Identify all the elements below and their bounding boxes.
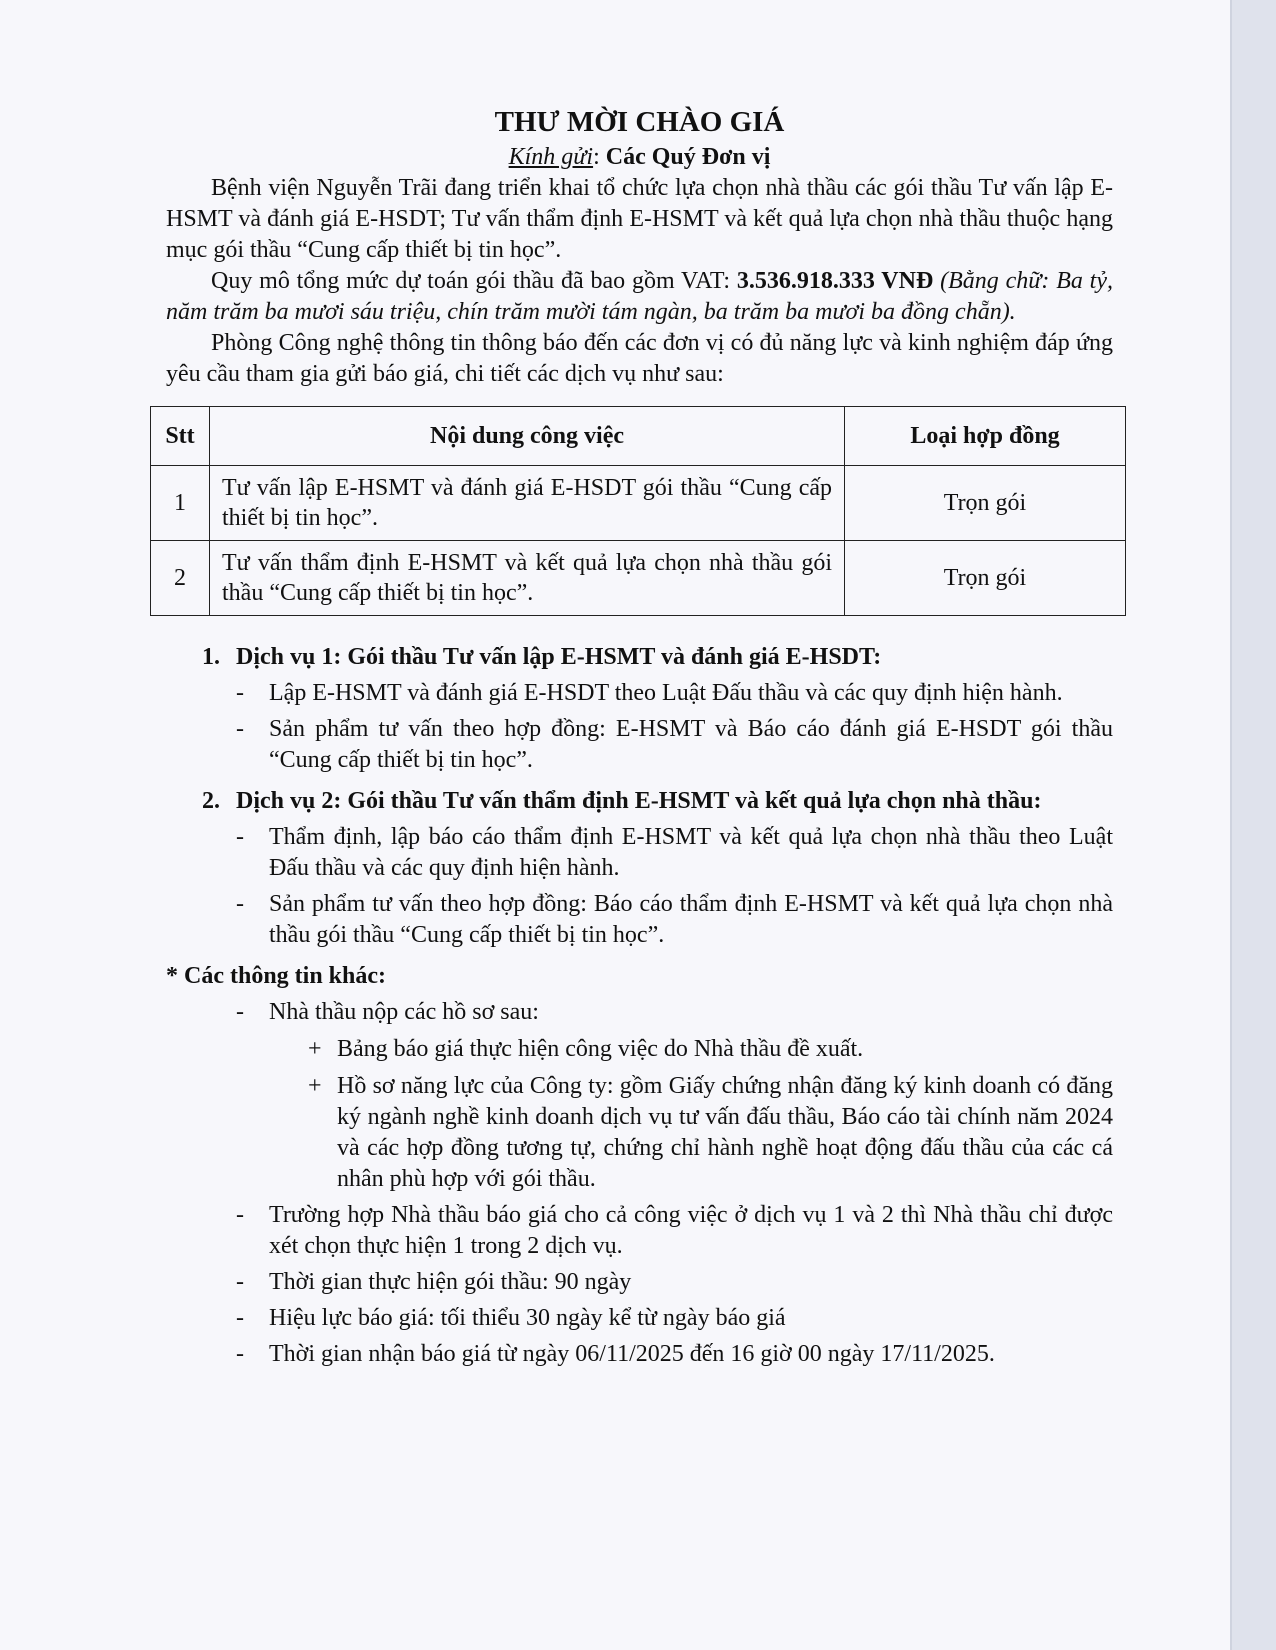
list-item xyxy=(166,714,1113,776)
greeting xyxy=(166,142,1113,173)
header-stt: Stt xyxy=(151,407,210,466)
table-row xyxy=(151,466,1126,541)
greeting-recipient: Các Quý Đơn vị xyxy=(605,144,771,170)
list-item xyxy=(166,889,1113,951)
budget-in-words: (Bằng chữ: Ba tỷ, năm trăm ba mươi sáu triệu, chín trăm mười tám ngàn, ba trăm ba mươi ba đồng chẵn). xyxy=(166,268,1114,325)
dash-bullet: - xyxy=(236,824,244,850)
table-header-row xyxy=(151,407,1126,466)
notice-paragraph: Phòng Công nghệ thông tin thông báo đến các đơn vị có đủ năng lực và kinh nghiệm đáp ứng yêu cầu tham gia gửi báo giá, chi tiết các dịch vụ như sau: xyxy=(166,330,1113,387)
table-row xyxy=(151,541,1126,616)
dash-bullet: - xyxy=(236,1202,244,1228)
row-content: Tư vấn thẩm định E-HSMT và kết quả lựa chọn nhà thầu gói thầu “Cung cấp thiết bị tin học”. xyxy=(210,541,845,616)
service-2-number: 2. xyxy=(202,788,220,814)
note-text: Thời gian thực hiện gói thầu: 90 ngày xyxy=(269,1269,632,1295)
row-stt: 2 xyxy=(151,541,210,616)
list-item xyxy=(166,1303,1113,1334)
list-item xyxy=(166,1267,1113,1298)
list-item xyxy=(166,678,1113,709)
plus-bullet: + xyxy=(308,1073,322,1099)
row-content: Tư vấn lập E-HSMT và đánh giá E-HSDT gói thầu “Cung cấp thiết bị tin học”. xyxy=(210,466,845,541)
dash-bullet: - xyxy=(236,680,244,706)
note-text: Thời gian nhận báo giá từ ngày 06/11/2025 đến 16 giờ 00 ngày 17/11/2025. xyxy=(269,1341,995,1367)
dash-bullet: - xyxy=(236,1269,244,1295)
service-1-number: 1. xyxy=(202,644,220,670)
service-2 xyxy=(166,786,1113,951)
greeting-colon: : xyxy=(593,144,600,170)
list-item-text: Thẩm định, lập báo cáo thẩm định E-HSMT và kết quả lựa chọn nhà thầu theo Luật Đấu thầu và các quy định hiện hành. xyxy=(269,824,1113,881)
note-text: Hiệu lực báo giá: tối thiểu 30 ngày kể từ ngày báo giá xyxy=(269,1305,786,1331)
plus-bullet: + xyxy=(308,1036,322,1062)
submit-intro: Nhà thầu nộp các hồ sơ sau: xyxy=(269,999,539,1025)
other-info-heading: * Các thông tin khác: xyxy=(166,963,387,989)
budget-amount: 3.536.918.333 VNĐ xyxy=(736,268,934,294)
document-body xyxy=(166,104,1113,1370)
service-1-heading: Dịch vụ 1: Gói thầu Tư vấn lập E-HSMT và đánh giá E-HSDT: xyxy=(236,644,882,670)
service-2-title xyxy=(166,786,1113,817)
page-edge-shadow xyxy=(1232,0,1276,1650)
dash-bullet: - xyxy=(236,716,244,742)
list-item-text: Sản phẩm tư vấn theo hợp đồng: E-HSMT và Báo cáo đánh giá E-HSDT gói thầu “Cung cấp thiết bị tin học”. xyxy=(269,716,1113,773)
list-item-text: Lập E-HSMT và đánh giá E-HSDT theo Luật Đấu thầu và các quy định hiện hành. xyxy=(269,680,1063,706)
row-contract-type: Trọn gói xyxy=(845,541,1126,616)
list-item xyxy=(166,822,1113,884)
row-stt: 1 xyxy=(151,466,210,541)
list-item xyxy=(166,1200,1113,1262)
header-content: Nội dung công việc xyxy=(210,407,845,466)
greeting-label: Kính gửi xyxy=(508,144,594,170)
header-contract-type: Loại hợp đồng xyxy=(845,407,1126,466)
dash-bullet: - xyxy=(236,1305,244,1331)
services-table xyxy=(150,406,1126,616)
note-text: Trường hợp Nhà thầu báo giá cho cả công việc ở dịch vụ 1 và 2 thì Nhà thầu chỉ được xét chọn thực hiện 1 trong 2 dịch vụ. xyxy=(269,1202,1113,1259)
service-1 xyxy=(166,642,1113,776)
sub-list-item xyxy=(166,1034,1113,1065)
sub-list-item-text: Hồ sơ năng lực của Công ty: gồm Giấy chứng nhận đăng ký kinh doanh có đăng ký ngành nghề kinh doanh dịch vụ tư vấn đấu thầu, Báo cáo tài chính năm 2024 và các hợp đồng tương tự, chứng chỉ hành nghề hoạt động đấu thầu của các cá nhân phù hợp với gói thầu. xyxy=(337,1073,1113,1192)
sub-list-item xyxy=(166,1071,1113,1195)
budget-prefix: Quy mô tổng mức dự toán gói thầu đã bao gồm VAT: xyxy=(211,268,737,294)
dash-bullet: - xyxy=(236,891,244,917)
dash-bullet: - xyxy=(236,1341,244,1367)
intro-paragraph: Bệnh viện Nguyễn Trãi đang triển khai tổ chức lựa chọn nhà thầu các gói thầu Tư vấn lập E-HSMT và đánh giá E-HSDT; Tư vấn thẩm định E-HSMT và kết quả lựa chọn nhà thầu thuộc hạng mục gói thầu “Cung cấp thiết bị tin học”. xyxy=(166,175,1113,263)
list-item-text: Sản phẩm tư vấn theo hợp đồng: Báo cáo thẩm định E-HSMT và kết quả lựa chọn nhà thầu gói thầu “Cung cấp thiết bị tin học”. xyxy=(269,891,1113,948)
service-1-title xyxy=(166,642,1113,673)
budget-paragraph xyxy=(166,266,1113,328)
dash-bullet: - xyxy=(236,999,244,1025)
row-contract-type: Trọn gói xyxy=(845,466,1126,541)
list-item xyxy=(166,1339,1113,1370)
sub-list-item-text: Bảng báo giá thực hiện công việc do Nhà thầu đề xuất. xyxy=(337,1036,864,1062)
service-2-heading: Dịch vụ 2: Gói thầu Tư vấn thẩm định E-HSMT và kết quả lựa chọn nhà thầu: xyxy=(236,788,1042,814)
list-item xyxy=(166,997,1113,1028)
document-title: THƯ MỜI CHÀO GIÁ xyxy=(494,106,785,138)
